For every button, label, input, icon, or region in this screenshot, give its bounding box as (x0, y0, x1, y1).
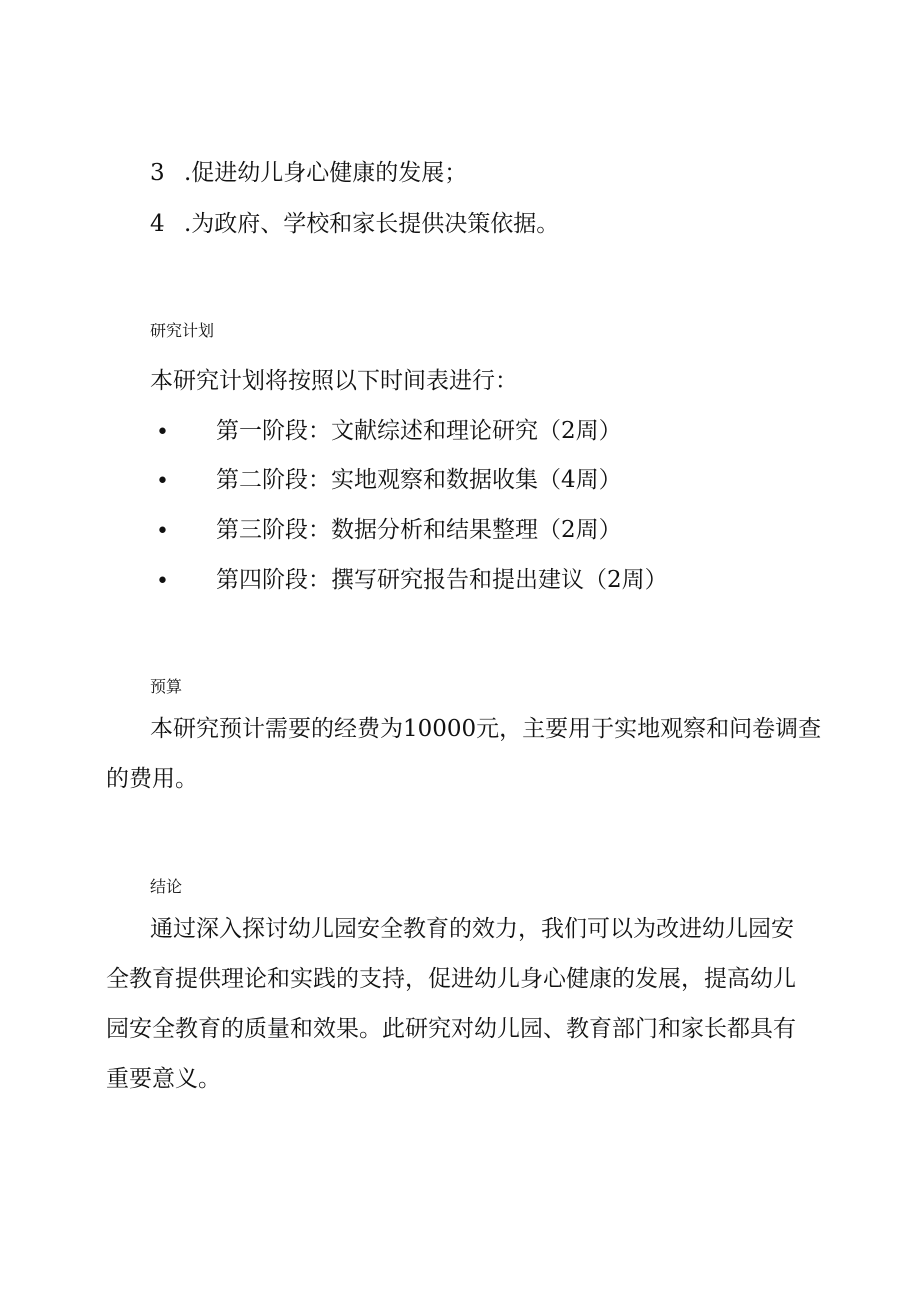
goal-number: 3 (150, 160, 165, 186)
goal-item (150, 158, 467, 188)
budget-line: 本研究预计需要的经费为10000元，主要用于实地观察和问卷调查 (150, 716, 822, 742)
bullet-icon: • (156, 519, 169, 544)
plan-intro: 本研究计划将按照以下时间表进行： (150, 368, 518, 394)
list-item-text: 第二阶段：实地观察和数据收集（4周） (216, 467, 622, 493)
goal-item (150, 209, 559, 239)
goal-text: .促进幼儿身心健康的发展； (184, 160, 468, 186)
bullet-icon: • (156, 569, 169, 594)
goal-number: 4 (150, 211, 165, 237)
section-heading-budget: 预算 (150, 677, 183, 696)
budget-line: 的费用。 (106, 766, 198, 792)
conclusion-line: 全教育提供理论和实践的支持，促进幼儿身心健康的发展，提高幼儿 (106, 966, 796, 992)
list-item-text: 第三阶段：数据分析和结果整理（2周） (216, 517, 622, 543)
list-item-text: 第四阶段：撰写研究报告和提出建议（2周） (216, 567, 668, 593)
goal-text: .为政府、学校和家长提供决策依据。 (184, 211, 560, 237)
bullet-icon: • (156, 469, 169, 494)
list-item-text: 第一阶段：文献综述和理论研究（2周） (216, 418, 622, 444)
section-heading-plan: 研究计划 (150, 321, 215, 340)
conclusion-line: 通过深入探讨幼儿园安全教育的效力，我们可以为改进幼儿园安 (150, 916, 794, 942)
section-heading-conclusion: 结论 (150, 877, 183, 896)
bullet-icon: • (156, 420, 169, 445)
conclusion-line: 园安全教育的质量和效果。此研究对幼儿园、教育部门和家长都具有 (106, 1016, 796, 1042)
conclusion-line: 重要意义。 (106, 1066, 221, 1092)
